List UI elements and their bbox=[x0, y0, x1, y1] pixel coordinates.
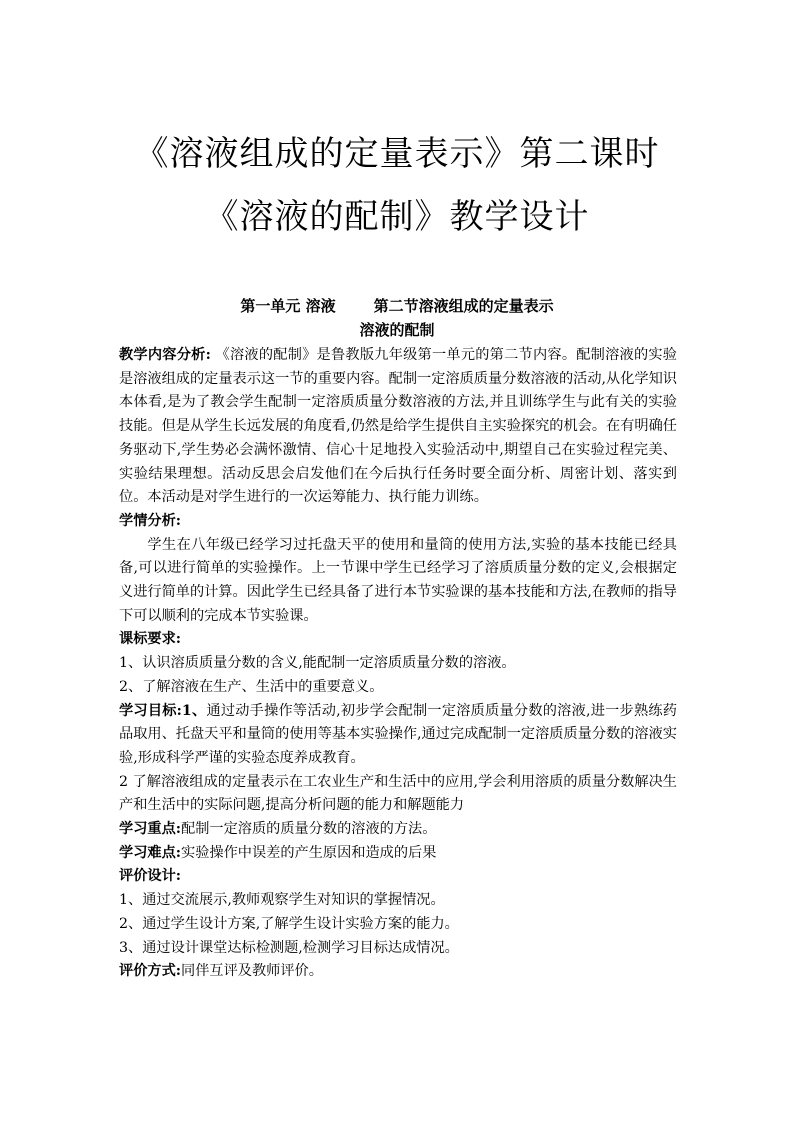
objective-item-2: 2 了解溶液组成的定量表示在工农业生产和生活中的应用,学会利用溶质的质量分数解决生产和生活中的实际问题,提高分析问题的能力和解题能力 bbox=[119, 773, 677, 814]
title-line-1: 《溶液组成的定量表示》第二课时 bbox=[134, 134, 660, 174]
section-label: 第二节溶液组成的定量表示 bbox=[373, 297, 554, 315]
lesson-heading: 溶液的配制 bbox=[359, 321, 435, 339]
unit-section-heading bbox=[0, 296, 794, 316]
objectives-label: 学习目标: bbox=[119, 702, 182, 719]
evaluation-item: 3、通过设计课堂达标检测题,检测学习目标达成情况。 bbox=[119, 939, 459, 956]
objective-text: 通过动手操作等活动,初步学会配制一定溶质质量分数的溶液,进一步熟练药品取用、托盘天平和量筒的使用等基本实验操作,通过完成配制一定溶质质量分数的溶液实验,形成科学严谨的实验态度养成教育。 bbox=[119, 702, 677, 766]
title-line-2: 《溶液的配制》教学设计 bbox=[204, 197, 590, 237]
evaluation-item: 2、通过学生设计方案,了解学生设计实验方案的能力。 bbox=[119, 915, 459, 932]
difficulty-paragraph bbox=[119, 842, 677, 866]
evaluation-item: 1、通过交流展示,教师观察学生对知识的掌握情况。 bbox=[119, 892, 445, 909]
key-point-paragraph bbox=[119, 818, 677, 842]
evaluation-method-paragraph bbox=[119, 960, 677, 984]
document-body bbox=[119, 344, 677, 984]
objectives-paragraph bbox=[119, 700, 677, 771]
curriculum-item: 1、认识溶质质量分数的含义,能配制一定溶质质量分数的溶液。 bbox=[119, 655, 516, 672]
student-analysis-text: 学生在八年级已经学习过托盘天平的使用和量筒的使用方法,实验的基本技能已经具备,可以进行简单的实验操作。上一节课中学生已经学习了溶质质量分数的定义,会根据定义进行简单的计算。因此学生已经具备了进行本节实验课的基本技能和方法,在教师的指导下可以顺利的完成本节实验课。 bbox=[119, 536, 677, 624]
difficulty-text: 实验操作中误差的产生原因和造成的后果 bbox=[181, 844, 437, 861]
evaluation-method-label: 评价方式: bbox=[119, 963, 181, 980]
student-analysis-label: 学情分析: bbox=[119, 512, 181, 529]
content-analysis-text: 《溶液的配制》是鲁教版九年级第一单元的第二节内容。配制溶液的实验是溶液组成的定量表示这一节的重要内容。配制一定溶质质量分数溶液的活动,从化学知识本体看,是为了教会学生配制一定溶质质量分数溶液的方法,并且训练学生与此有关的实验技能。但是从学生长远发展的角度看,仍然是给学生提供自主实验探究的机会。在有明确任务驱动下,学生势必会满怀激情、信心十足地投入实验活动中,期望自己在实验过程完美、实验结果理想。活动反思会启发他们在今后执行任务时要全面分析、周密计划、落实到位。本活动是对学生进行的一次运筹能力、执行能力训练。 bbox=[119, 347, 677, 506]
evaluation-design-label: 评价设计: bbox=[119, 868, 181, 885]
content-analysis-paragraph bbox=[119, 344, 677, 510]
key-point-label: 学习重点: bbox=[119, 821, 181, 838]
evaluation-method-text: 同伴互评及教师评价。 bbox=[181, 963, 323, 980]
difficulty-label: 学习难点: bbox=[119, 844, 181, 861]
key-point-text: 配制一定溶质的质量分数的溶液的方法。 bbox=[181, 821, 437, 838]
content-analysis-label: 教学内容分析: bbox=[119, 347, 211, 363]
objective-number: 1、 bbox=[181, 702, 207, 719]
curriculum-label: 课标要求: bbox=[119, 631, 181, 648]
unit-label: 第一单元 溶液 bbox=[240, 297, 336, 315]
curriculum-item: 2、了解溶液在生产、生活中的重要意义。 bbox=[119, 678, 384, 695]
